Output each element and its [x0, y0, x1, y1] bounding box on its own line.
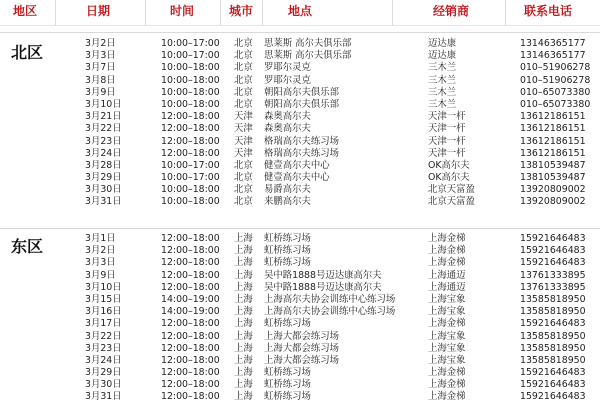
cell-time: 12:00–18:00: [161, 391, 220, 403]
cell-place: 来鹏高尔夫: [264, 196, 311, 208]
cell-phone: 13810539487: [520, 172, 586, 184]
cell-date: 3月24日: [85, 354, 122, 366]
cell-dealer: 天津一杆: [428, 135, 466, 147]
section-divider: [0, 32, 600, 33]
cell-dealer: 天津一杆: [428, 123, 466, 135]
header-divider: [145, 0, 146, 26]
table-row: [0, 148, 600, 160]
section-east: [0, 226, 600, 408]
cell-place: 虹桥练习场: [264, 233, 311, 244]
cell-city: 上海: [234, 233, 253, 244]
cell-phone: 010–51906278: [520, 62, 591, 74]
table-row: [0, 343, 600, 355]
cell-time: 12:00–18:00: [161, 111, 220, 123]
cell-phone: 13810539487: [520, 159, 586, 171]
header-city: 城市: [229, 4, 254, 18]
cell-dealer: 上海宝象: [428, 354, 466, 366]
cell-place: 朝阳高尔夫俱乐部: [264, 86, 340, 98]
cell-phone: 13612186151: [520, 147, 586, 159]
cell-place: 格瑞高尔夫练习场: [264, 135, 340, 147]
cell-date: 3月1日: [85, 233, 116, 244]
region-label: 东区: [11, 237, 44, 256]
cell-date: 3月3日: [85, 257, 116, 269]
table-row: [0, 136, 600, 148]
cell-city: 上海: [234, 269, 253, 281]
cell-city: 上海: [234, 245, 253, 257]
cell-phone: 13761333895: [520, 281, 586, 293]
cell-dealer: 上海金梯: [428, 367, 466, 379]
cell-city: 北京: [234, 172, 253, 184]
cell-date: 3月31日: [85, 391, 122, 403]
header-region: 地区: [13, 4, 38, 18]
cell-place: 上海大都会练习场: [264, 354, 340, 366]
region-label: 北区: [11, 43, 44, 62]
cell-dealer: 上海宝象: [428, 306, 466, 318]
section-divider: [0, 228, 600, 229]
cell-phone: 13612186151: [520, 111, 586, 123]
cell-phone: 010–65073380: [520, 98, 591, 110]
cell-phone: 13585818950: [520, 354, 586, 366]
cell-dealer: 上海金梯: [428, 233, 466, 244]
cell-phone: 15921646483: [520, 391, 586, 403]
header-divider: [220, 0, 221, 26]
table-row: [0, 391, 600, 403]
cell-place: 吴中路1888号迈达康高尔夫: [264, 281, 382, 293]
cell-city: 天津: [234, 147, 253, 159]
cell-time: 12:00–18:00: [161, 318, 220, 330]
rows-north: [0, 38, 600, 209]
cell-dealer: 上海金梯: [428, 318, 466, 330]
table-row: [0, 123, 600, 135]
cell-date: 3月22日: [85, 330, 122, 342]
cell-date: 3月8日: [85, 74, 116, 86]
cell-city: 上海: [234, 379, 253, 391]
section-north: [0, 26, 600, 226]
cell-time: 10:00–17:00: [161, 172, 220, 184]
header-divider: [55, 0, 56, 26]
cell-phone: 15921646483: [520, 257, 586, 269]
cell-city: 上海: [234, 281, 253, 293]
table-row: [0, 379, 600, 391]
cell-city: 北京: [234, 38, 253, 49]
table-header: [0, 0, 600, 26]
cell-city: 天津: [234, 135, 253, 147]
cell-date: 3月21日: [85, 111, 122, 123]
cell-dealer: 上海宝象: [428, 342, 466, 354]
cell-dealer: 上海通迈: [428, 269, 466, 281]
cell-phone: 15921646483: [520, 245, 586, 257]
cell-dealer: 上海金梯: [428, 257, 466, 269]
cell-dealer: 三木兰: [428, 74, 457, 86]
cell-phone: 13920809002: [520, 184, 586, 196]
cell-time: 10:00–18:00: [161, 86, 220, 98]
cell-phone: 13585818950: [520, 293, 586, 305]
cell-phone: 13146365177: [520, 38, 586, 49]
cell-time: 10:00–17:00: [161, 38, 220, 49]
cell-date: 3月23日: [85, 135, 122, 147]
cell-phone: 15921646483: [520, 379, 586, 391]
table-row: [0, 87, 600, 99]
cell-time: 12:00–18:00: [161, 269, 220, 281]
cell-time: 12:00–18:00: [161, 367, 220, 379]
cell-city: 北京: [234, 159, 253, 171]
cell-place: 虹桥练习场: [264, 367, 311, 379]
cell-place: 虹桥练习场: [264, 391, 311, 403]
table-row: [0, 282, 600, 294]
cell-time: 10:00–18:00: [161, 62, 220, 74]
cell-date: 3月3日: [85, 50, 116, 62]
cell-date: 3月9日: [85, 86, 116, 98]
cell-date: 3月9日: [85, 269, 116, 281]
table-row: [0, 62, 600, 74]
cell-dealer: 迈达康: [428, 38, 457, 49]
header-dealer: 经销商: [433, 4, 470, 18]
cell-dealer: 上海金梯: [428, 245, 466, 257]
cell-time: 12:00–18:00: [161, 354, 220, 366]
table-row: [0, 38, 600, 50]
cell-city: 北京: [234, 62, 253, 74]
cell-phone: 010–65073380: [520, 86, 591, 98]
cell-dealer: 上海宝象: [428, 330, 466, 342]
cell-dealer: 三木兰: [428, 86, 457, 98]
table-row: [0, 318, 600, 330]
cell-time: 10:00–18:00: [161, 98, 220, 110]
cell-time: 12:00–18:00: [161, 281, 220, 293]
cell-city: 上海: [234, 318, 253, 330]
cell-city: 北京: [234, 98, 253, 110]
cell-place: 健壹高尔夫中心: [264, 159, 330, 171]
table-row: [0, 355, 600, 367]
cell-place: 上海高尔夫协会训练中心练习场: [264, 306, 396, 318]
cell-phone: 13612186151: [520, 123, 586, 135]
cell-city: 天津: [234, 111, 253, 123]
cell-place: 上海大都会练习场: [264, 342, 340, 354]
table-row: [0, 306, 600, 318]
cell-date: 3月23日: [85, 342, 122, 354]
cell-phone: 13585818950: [520, 306, 586, 318]
cell-city: 北京: [234, 74, 253, 86]
header-divider: [505, 0, 506, 26]
cell-phone: 15921646483: [520, 233, 586, 244]
cell-time: 12:00–18:00: [161, 147, 220, 159]
table-row: [0, 257, 600, 269]
cell-place: 森奥高尔夫: [264, 111, 311, 123]
table-row: [0, 50, 600, 62]
header-time: 时间: [170, 4, 195, 18]
cell-place: 思莱斯 高尔夫俱乐部: [264, 50, 352, 62]
cell-city: 北京: [234, 86, 253, 98]
cell-place: 森奥高尔夫: [264, 123, 311, 135]
cell-phone: 13920809002: [520, 196, 586, 208]
cell-dealer: 上海金梯: [428, 391, 466, 403]
cell-time: 14:00–19:00: [161, 306, 220, 318]
header-place: 地点: [288, 4, 313, 18]
cell-place: 虹桥练习场: [264, 379, 311, 391]
cell-date: 3月7日: [85, 62, 116, 74]
header-phone: 联系电话: [524, 4, 573, 18]
cell-time: 12:00–18:00: [161, 233, 220, 244]
cell-date: 3月10日: [85, 98, 122, 110]
cell-city: 上海: [234, 391, 253, 403]
cell-date: 3月28日: [85, 159, 122, 171]
cell-dealer: 上海宝象: [428, 293, 466, 305]
cell-city: 上海: [234, 306, 253, 318]
cell-phone: 15921646483: [520, 318, 586, 330]
cell-time: 12:00–18:00: [161, 379, 220, 391]
cell-dealer: 迈达康: [428, 50, 457, 62]
table-row: [0, 270, 600, 282]
table-row: [0, 233, 600, 245]
cell-city: 上海: [234, 354, 253, 366]
cell-city: 上海: [234, 257, 253, 269]
header-divider: [262, 0, 263, 26]
table-row: [0, 99, 600, 111]
cell-city: 北京: [234, 196, 253, 208]
cell-dealer: 天津一杆: [428, 111, 466, 123]
cell-time: 10:00–18:00: [161, 196, 220, 208]
cell-phone: 13585818950: [520, 330, 586, 342]
table-row: [0, 75, 600, 87]
table-row: [0, 160, 600, 172]
cell-phone: 13612186151: [520, 135, 586, 147]
table-row: [0, 196, 600, 208]
table-row: [0, 367, 600, 379]
cell-dealer: OK高尔夫: [428, 172, 470, 184]
cell-time: 14:00–19:00: [161, 293, 220, 305]
table-row: [0, 294, 600, 306]
cell-phone: 13585818950: [520, 342, 586, 354]
cell-city: 北京: [234, 184, 253, 196]
cell-time: 12:00–18:00: [161, 342, 220, 354]
cell-date: 3月30日: [85, 184, 122, 196]
cell-time: 12:00–18:00: [161, 245, 220, 257]
cell-place: 易爵高尔夫: [264, 184, 311, 196]
cell-time: 10:00–17:00: [161, 159, 220, 171]
cell-dealer: 三木兰: [428, 62, 457, 74]
cell-city: 上海: [234, 367, 253, 379]
cell-place: 虹桥练习场: [264, 257, 311, 269]
cell-dealer: 北京天富盈: [428, 184, 475, 196]
cell-time: 10:00–18:00: [161, 184, 220, 196]
header-divider: [392, 0, 393, 26]
table-row: [0, 245, 600, 257]
cell-phone: 13146365177: [520, 50, 586, 62]
cell-dealer: 天津一杆: [428, 147, 466, 159]
cell-city: 上海: [234, 293, 253, 305]
cell-dealer: 三木兰: [428, 98, 457, 110]
cell-place: 上海大都会练习场: [264, 330, 340, 342]
cell-place: 格瑞高尔夫练习场: [264, 147, 340, 159]
cell-place: 朝阳高尔夫俱乐部: [264, 98, 340, 110]
cell-time: 10:00–17:00: [161, 50, 220, 62]
cell-date: 3月2日: [85, 245, 116, 257]
cell-date: 3月24日: [85, 147, 122, 159]
table-row: [0, 331, 600, 343]
cell-date: 3月31日: [85, 196, 122, 208]
cell-place: 吴中路1888号迈达康高尔夫: [264, 269, 382, 281]
cell-date: 3月29日: [85, 367, 122, 379]
cell-date: 3月30日: [85, 379, 122, 391]
cell-city: 天津: [234, 123, 253, 135]
cell-date: 3月29日: [85, 172, 122, 184]
cell-date: 3月10日: [85, 281, 122, 293]
header-date: 日期: [86, 4, 111, 18]
table-row: [0, 172, 600, 184]
cell-city: 上海: [234, 342, 253, 354]
cell-place: 健壹高尔夫中心: [264, 172, 330, 184]
cell-phone: 13761333895: [520, 269, 586, 281]
cell-place: 罗耶尔灵克: [264, 62, 311, 74]
cell-time: 10:00–18:00: [161, 74, 220, 86]
cell-place: 虹桥练习场: [264, 245, 311, 257]
cell-time: 12:00–18:00: [161, 123, 220, 135]
cell-time: 12:00–18:00: [161, 257, 220, 269]
cell-place: 罗耶尔灵克: [264, 74, 311, 86]
cell-date: 3月22日: [85, 123, 122, 135]
cell-phone: 15921646483: [520, 367, 586, 379]
cell-city: 上海: [234, 330, 253, 342]
cell-dealer: 北京天富盈: [428, 196, 475, 208]
cell-time: 12:00–18:00: [161, 330, 220, 342]
cell-place: 上海高尔夫协会训练中心练习场: [264, 293, 396, 305]
table-row: [0, 111, 600, 123]
cell-place: 思莱斯 高尔夫俱乐部: [264, 38, 352, 49]
table-row: [0, 184, 600, 196]
cell-date: 3月16日: [85, 306, 122, 318]
rows-east: [0, 233, 600, 404]
cell-dealer: 上海通迈: [428, 281, 466, 293]
cell-place: 虹桥练习场: [264, 318, 311, 330]
cell-city: 北京: [234, 50, 253, 62]
cell-date: 3月17日: [85, 318, 122, 330]
cell-phone: 010–51906278: [520, 74, 591, 86]
cell-date: 3月15日: [85, 293, 122, 305]
cell-dealer: 上海金梯: [428, 379, 466, 391]
cell-date: 3月2日: [85, 38, 116, 49]
cell-dealer: OK高尔夫: [428, 159, 470, 171]
cell-time: 12:00–18:00: [161, 135, 220, 147]
